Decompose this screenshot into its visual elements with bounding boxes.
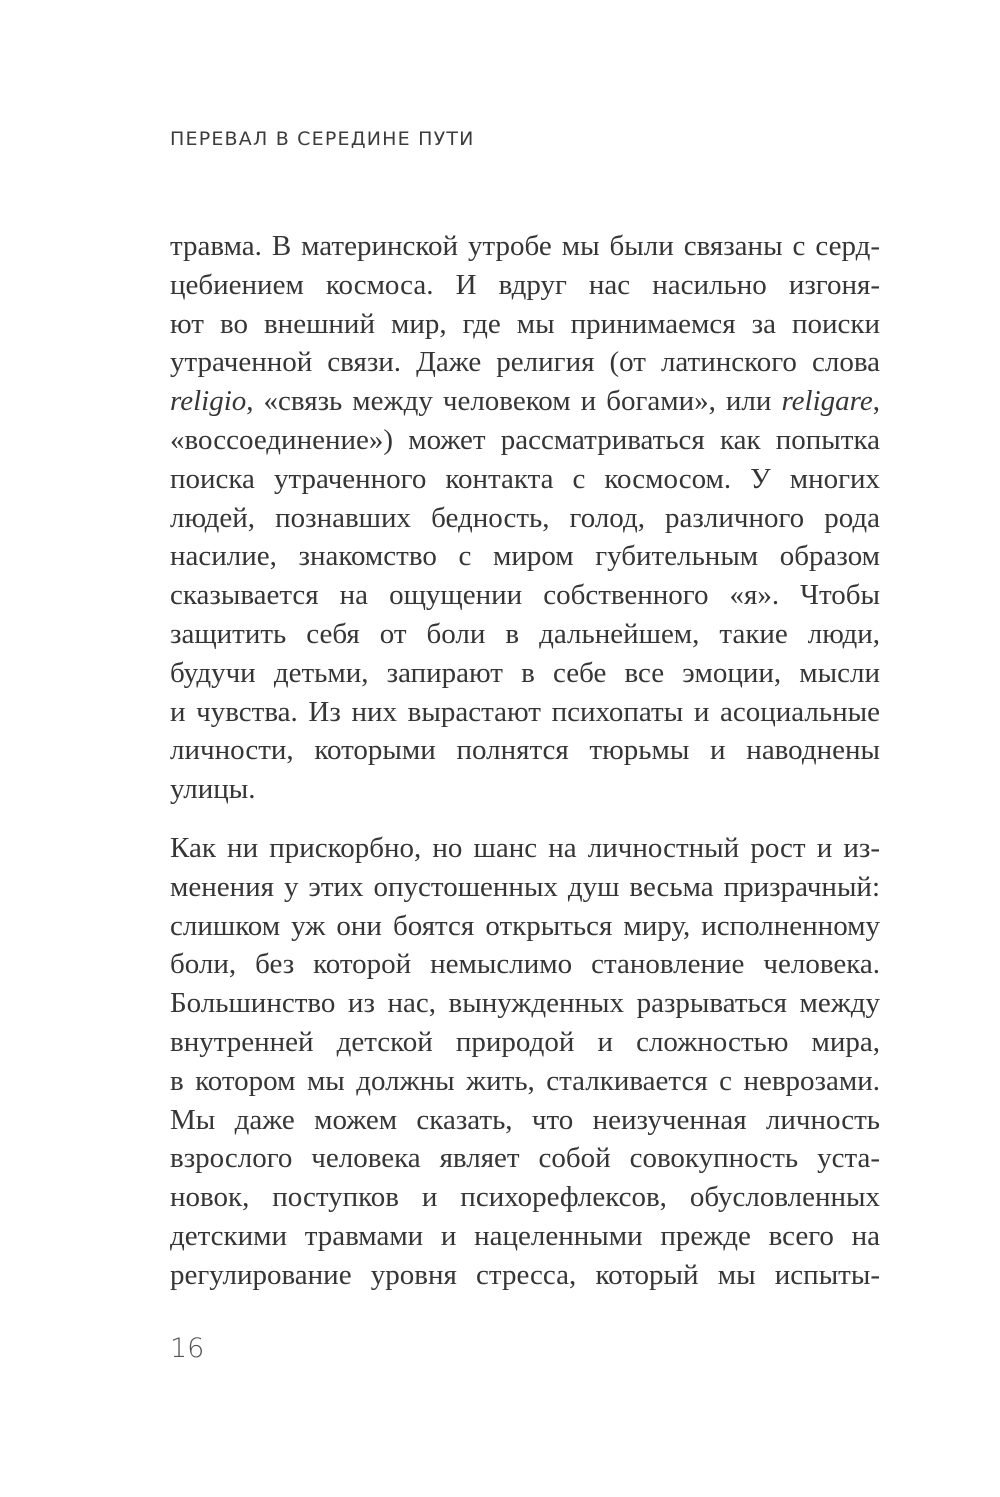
text-line: сказывается на ощущении собственного «я». Чтобы xyxy=(170,579,880,612)
text-line: травма. В материнской утробе мы были связаны с серд- xyxy=(170,230,880,262)
text-line: взрослого человека являет собой совокупность уста- xyxy=(170,1142,880,1175)
text-line: насилие, знакомство с миром губительным образом xyxy=(170,540,880,573)
text-line: цебиением космоса. И вдруг нас насильно изгоня- xyxy=(170,268,880,301)
body-paragraph xyxy=(170,829,880,1295)
text-line: ют во внешний мир, где мы принимаемся за поиски xyxy=(170,307,880,340)
text-line: Как ни прискорбно, но шанс на личностный рост и из- xyxy=(170,832,880,864)
text-line: religio, «связь между человеком и богами», или religare, xyxy=(170,385,880,418)
text-line: утраченной связи. Даже религия (от латинского слова xyxy=(170,346,880,379)
text-line: детскими травмами и нацеленными прежде всего на xyxy=(170,1219,880,1252)
text-line: в котором мы должны жить, сталкивается с неврозами. xyxy=(170,1064,880,1097)
text-line: улицы. xyxy=(170,773,256,806)
text-line: поиска утраченного контакта с космосом. У многих xyxy=(170,462,880,495)
body-paragraph xyxy=(170,227,880,809)
page-number: 16 xyxy=(170,1333,205,1364)
text-line: «воссоединение») может рассматриваться как попытка xyxy=(170,423,880,456)
text-line: людей, познавших бедность, голод, различного рода xyxy=(170,501,880,534)
text-line: новок, поступков и психорефлексов, обусловленных xyxy=(170,1181,880,1214)
text-line: Мы даже можем сказать, что неизученная личность xyxy=(170,1103,880,1136)
running-head: ПЕРЕВАЛ В СЕРЕДИНЕ ПУТИ xyxy=(170,128,475,150)
text-line: Большинство из нас, вынужденных разрываться между xyxy=(170,987,880,1020)
latin-term: religio xyxy=(170,385,247,418)
text-line: защитить себя от боли в дальнейшем, такие люди, xyxy=(170,617,880,650)
latin-term: religare xyxy=(781,385,873,418)
text-line: регулирование уровня стресса, который мы испыты- xyxy=(170,1258,880,1291)
text-line: будучи детьми, запирают в себе все эмоции, мысли xyxy=(170,656,880,689)
text-line: и чувства. Из них вырастают психопаты и асоциальные xyxy=(170,695,880,728)
text-line: внутренней детской природой и сложностью мира, xyxy=(170,1025,880,1058)
text-line: боли, без которой немыслимо становление человека. xyxy=(170,948,880,981)
text-line: слишком уж они боятся открыться миру, исполненному xyxy=(170,909,880,942)
text-line: менения у этих опустошенных душ весьма призрачный: xyxy=(170,870,880,903)
text-line: личности, которыми полнятся тюрьмы и наводнены xyxy=(170,734,880,767)
